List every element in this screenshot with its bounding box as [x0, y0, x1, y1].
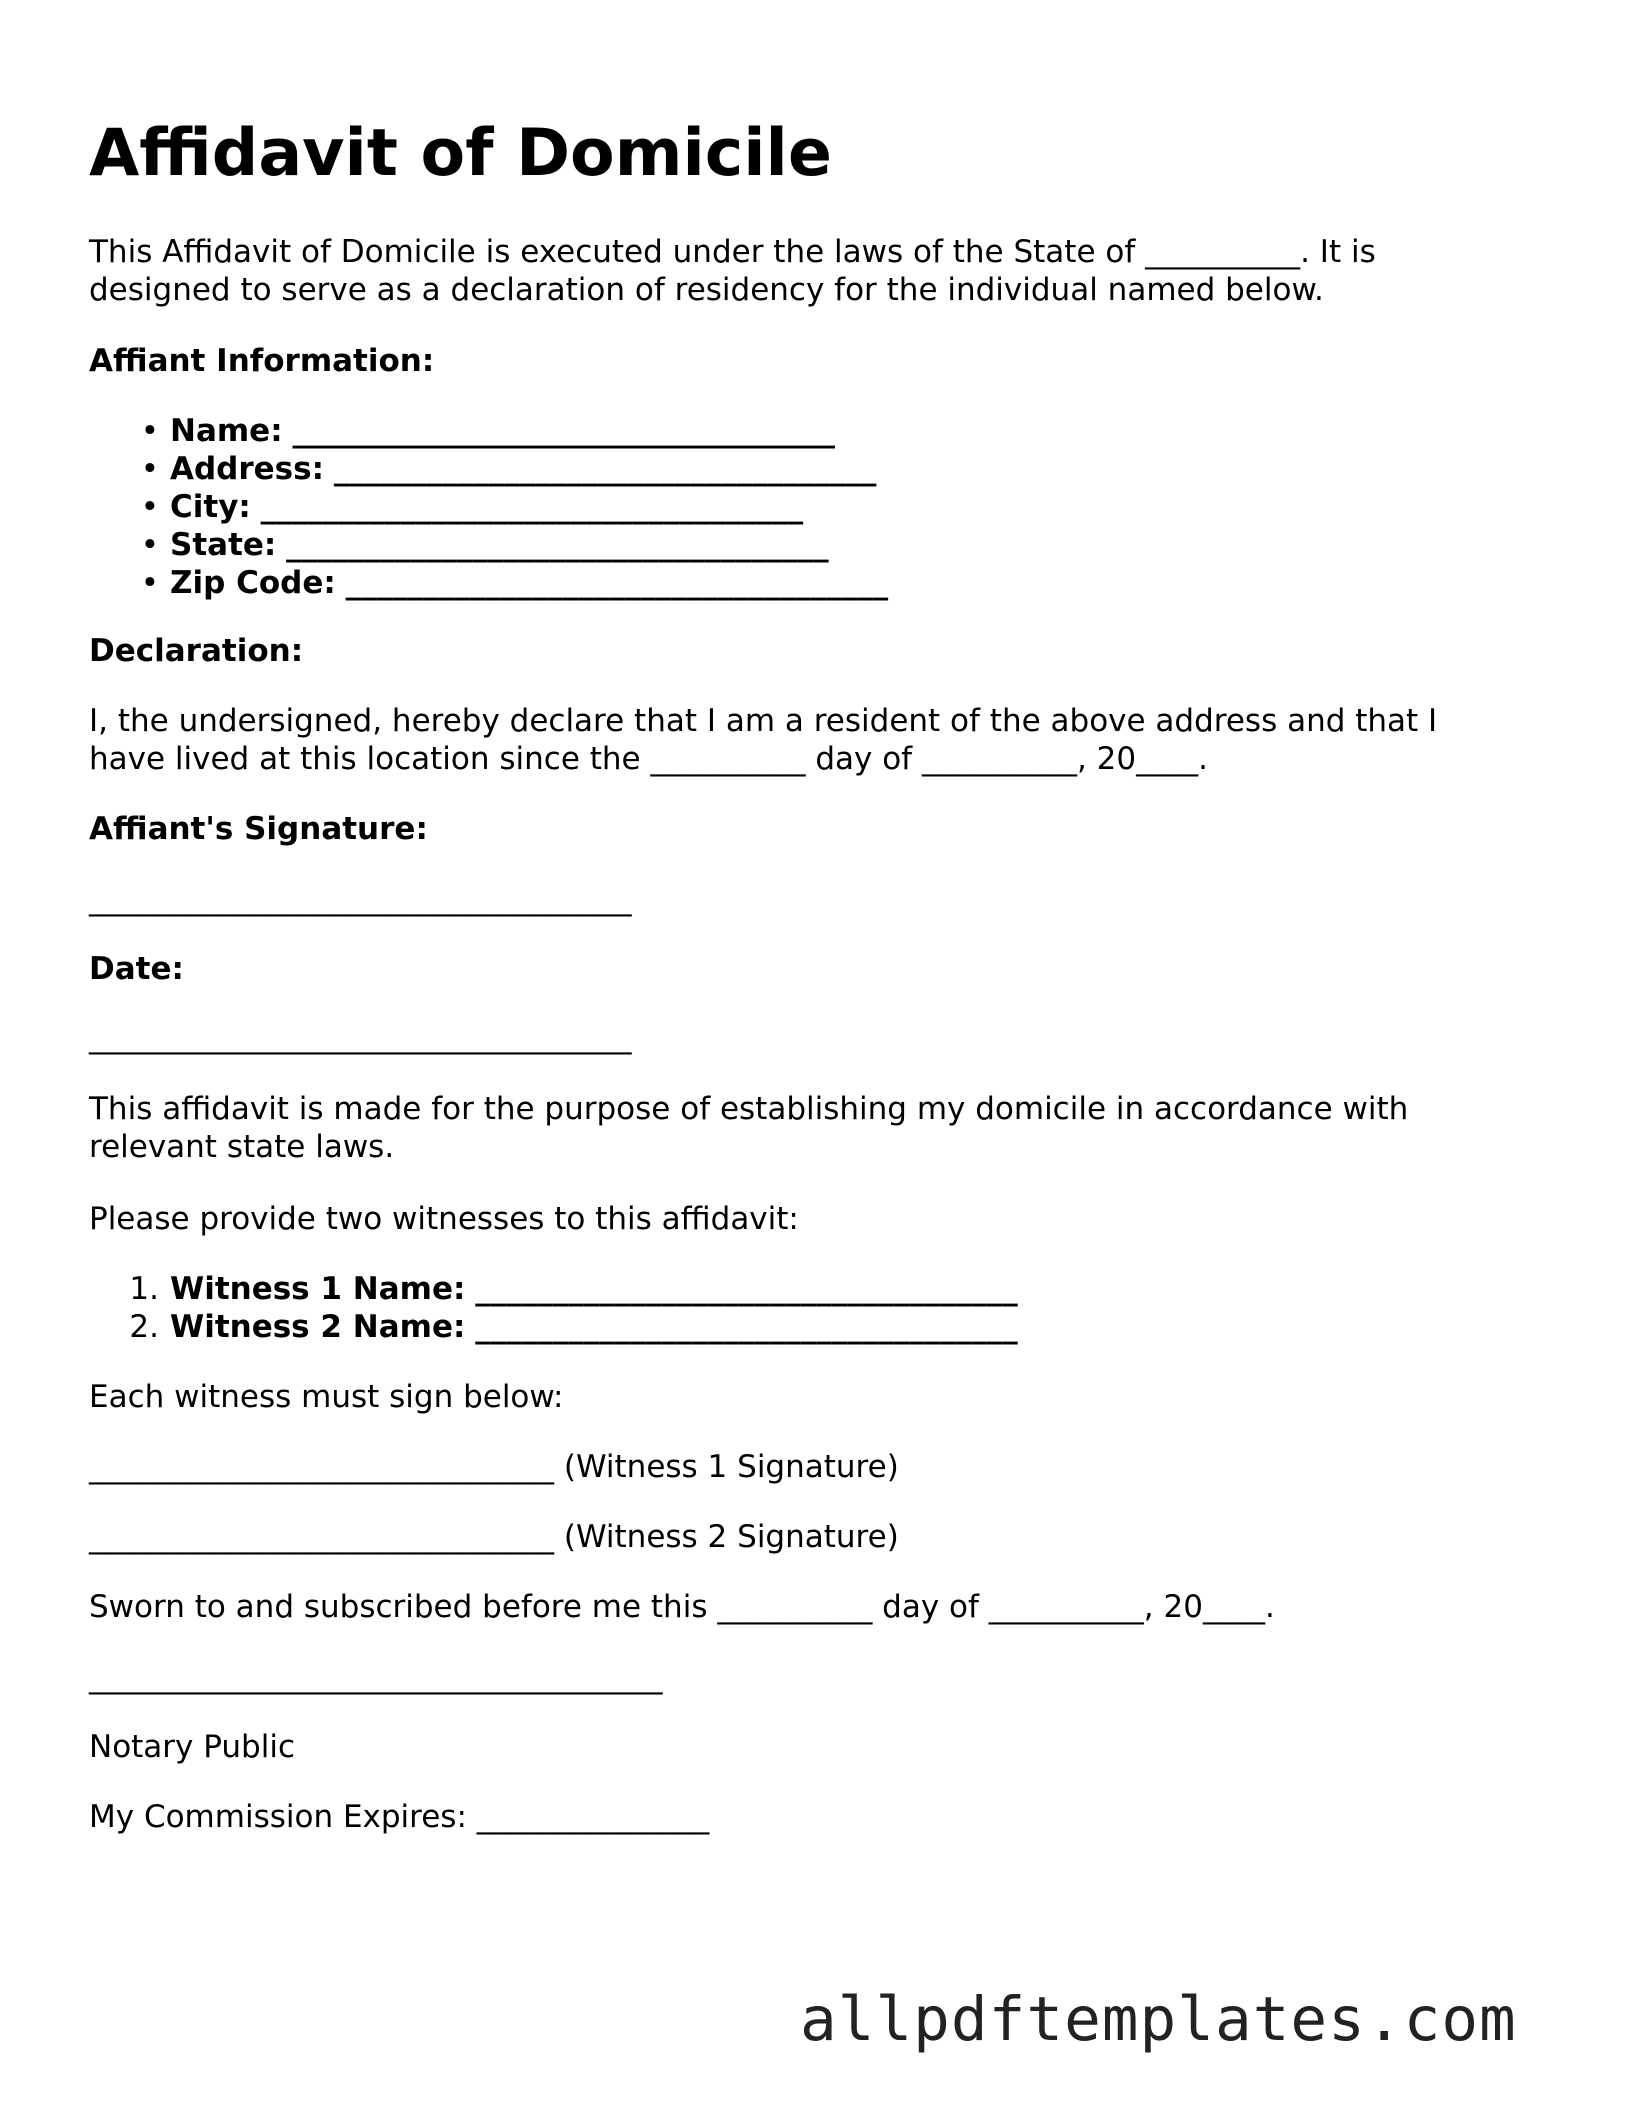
affiant-field-city: [89, 488, 888, 526]
purpose-line-1: This affidavit is made for the purpose of establishing my domicile in accordance with: [89, 1091, 1409, 1127]
bullet-icon: •: [140, 565, 159, 601]
affiant-field-address: [89, 450, 888, 488]
field-blank: ___________________________________: [260, 489, 804, 525]
notary-label: Notary Public: [89, 1729, 295, 1765]
witness-prompt: Please provide two witnesses to this affidavit:: [89, 1201, 799, 1237]
signature-line: ___________________________________: [89, 881, 632, 917]
field-label: Zip Code:: [170, 565, 336, 601]
affiant-field-name: [89, 412, 888, 450]
bullet-icon: •: [140, 489, 159, 525]
intro-paragraph: [89, 233, 1376, 309]
field-blank: ___________________________________: [286, 527, 829, 563]
affiant-field-state: [89, 526, 888, 564]
commission-expires: My Commission Expires: _______________: [89, 1799, 710, 1835]
affiant-field-zip: [89, 564, 888, 602]
field-blank: ___________________________________: [475, 1271, 1018, 1307]
field-blank: ___________________________________: [475, 1309, 1018, 1345]
document-title: Affidavit of Domicile: [89, 116, 832, 191]
signature-heading: Affiant's Signature:: [89, 811, 428, 847]
sworn-statement: Sworn to and subscribed before me this __________ day of __________, 20____.: [89, 1589, 1275, 1625]
field-label: Name:: [170, 413, 283, 449]
declaration-line-1: I, the undersigned, hereby declare that I am a resident of the above address and that I: [89, 703, 1438, 739]
field-blank: ___________________________________: [345, 565, 889, 601]
intro-line-2: designed to serve as a declaration of residency for the individual named below.: [89, 272, 1324, 308]
affiant-fields-list: [89, 412, 888, 602]
declaration-line-2: have lived at this location since the __________ day of __________, 20____.: [89, 741, 1208, 777]
bullet-icon: •: [140, 527, 159, 563]
date-heading: Date:: [89, 951, 184, 987]
purpose-line-2: relevant state laws.: [89, 1129, 395, 1165]
field-blank: ___________________________________: [333, 451, 877, 487]
purpose-paragraph: [89, 1090, 1408, 1166]
witness-field-2: [89, 1308, 1018, 1346]
witness-fields-list: [89, 1270, 1018, 1346]
bullet-icon: •: [140, 413, 159, 449]
date-line: ___________________________________: [89, 1019, 632, 1055]
field-blank: ___________________________________: [292, 413, 835, 449]
witness-1-signature-line: ______________________________ (Witness 1 Signature): [89, 1449, 899, 1485]
witness-field-1: [89, 1270, 1018, 1308]
declaration-paragraph: [89, 702, 1437, 778]
field-label: Witness 2 Name:: [170, 1309, 466, 1345]
affiant-heading: Affiant Information:: [89, 343, 435, 379]
list-number: 1.: [129, 1271, 159, 1307]
witness-2-signature-line: ______________________________ (Witness 2 Signature): [89, 1519, 899, 1555]
field-label: State:: [170, 527, 277, 563]
list-number: 2.: [129, 1309, 159, 1345]
field-label: Address:: [170, 451, 324, 487]
field-label: City:: [170, 489, 251, 525]
intro-line-1: This Affidavit of Domicile is executed under the laws of the State of __________. It is: [89, 234, 1376, 270]
declaration-heading: Declaration:: [89, 633, 304, 669]
bullet-icon: •: [140, 451, 159, 487]
site-watermark: allpdftemplates.com: [800, 1984, 1517, 2055]
witness-sign-prompt: Each witness must sign below:: [89, 1379, 564, 1415]
field-label: Witness 1 Name:: [170, 1271, 466, 1307]
notary-signature-line: _____________________________________: [89, 1659, 663, 1695]
